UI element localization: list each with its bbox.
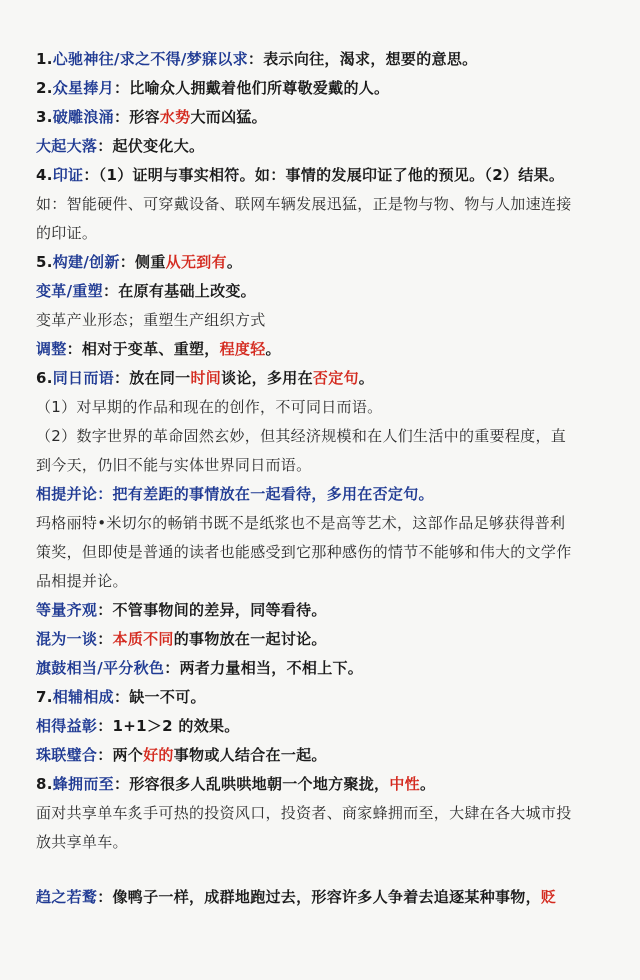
idiom-term: 相辅相成 bbox=[52, 688, 114, 706]
idiom-term: 大起大落 bbox=[36, 137, 98, 155]
text-line bbox=[36, 888, 618, 907]
text-span: 。 bbox=[265, 340, 281, 358]
text-span: 玛格丽特•米切尔的畅销书既不是纸浆也不是高等艺术，这部作品足够获得普利 bbox=[36, 514, 566, 532]
text-line bbox=[36, 485, 618, 504]
text-span: ：1+1＞2 的效果。 bbox=[97, 717, 240, 735]
idiom-term: 相得益彰 bbox=[36, 717, 98, 735]
highlight-text: 贬 bbox=[540, 888, 557, 906]
text-line bbox=[36, 514, 618, 533]
text-span: ：在原有基础上改变。 bbox=[102, 282, 256, 300]
idiom-term: 众星捧月 bbox=[52, 79, 114, 97]
text-span: ：形容 bbox=[113, 108, 160, 126]
text-span: ：侧重 bbox=[119, 253, 166, 271]
idiom-term: 变革/重塑 bbox=[36, 282, 103, 300]
text-span: 的印证。 bbox=[36, 224, 98, 242]
text-line bbox=[36, 166, 618, 185]
idiom-term: 混为一谈 bbox=[36, 630, 98, 648]
highlight-text: 好的 bbox=[143, 746, 174, 764]
text-span: 放共享单车。 bbox=[36, 833, 128, 851]
idiom-term: 相提并论：把有差距的事情放在一起看待，多用在否定句。 bbox=[36, 485, 434, 503]
text-span: 。 bbox=[226, 253, 243, 271]
text-span: 品相提并论。 bbox=[36, 572, 128, 590]
text-span: 面对共享单车炙手可热的投资风口，投资者、商家蜂拥而至，大肆在各大城市投 bbox=[36, 804, 572, 822]
text-line bbox=[36, 253, 618, 272]
idiom-term: 等量齐观 bbox=[36, 601, 98, 619]
text-span: ：放在同一 bbox=[113, 369, 191, 387]
idiom-term: 珠联璧合 bbox=[36, 746, 98, 764]
idiom-term: 同日而语 bbox=[52, 369, 114, 387]
text-span: 8. bbox=[36, 775, 53, 793]
text-span: 如：智能硬件、可穿戴设备、联网车辆发展迅猛，正是物与物、物与人加速连接 bbox=[36, 195, 572, 213]
text-line bbox=[36, 456, 618, 475]
highlight-text: 水势 bbox=[159, 108, 191, 126]
text-span: 。 bbox=[419, 775, 436, 793]
text-span: 6. bbox=[36, 369, 53, 387]
text-span: ：（1）证明与事实相符。如：事情的发展印证了他的预见。（2）结果。 bbox=[83, 166, 565, 184]
text-line bbox=[36, 543, 618, 562]
highlight-text: 本质不同 bbox=[112, 630, 174, 648]
text-span: 7. bbox=[36, 688, 53, 706]
text-line bbox=[36, 195, 618, 214]
text-line bbox=[36, 630, 618, 649]
highlight-text: 程度轻 bbox=[219, 340, 266, 358]
highlight-text: 时间 bbox=[190, 369, 222, 387]
text-span: 4. bbox=[36, 166, 53, 184]
text-line bbox=[36, 311, 618, 330]
highlight-text: 中性 bbox=[389, 775, 420, 793]
text-line bbox=[36, 717, 618, 736]
idiom-term: 蜂拥而至 bbox=[52, 775, 114, 793]
idiom-term: 破雕浪涌 bbox=[52, 108, 114, 126]
text-span: 。 bbox=[358, 369, 375, 387]
idiom-term: 构建/创新 bbox=[52, 253, 120, 271]
text-line bbox=[36, 137, 618, 156]
highlight-text: 从无到有 bbox=[165, 253, 227, 271]
text-span: 事物或人结合在一起。 bbox=[173, 746, 327, 764]
text-span: 2. bbox=[36, 79, 53, 97]
text-span: ：两个 bbox=[97, 746, 144, 764]
idiom-term: 旗鼓相当/平分秋色 bbox=[36, 659, 165, 677]
text-line bbox=[36, 108, 618, 127]
text-line bbox=[36, 659, 618, 678]
text-line bbox=[36, 427, 618, 446]
idiom-term: 印证 bbox=[52, 166, 84, 184]
text-span: ：像鸭子一样，成群地跑过去，形容许多人争着去追逐某种事物， bbox=[97, 888, 541, 906]
text-span: 1. bbox=[36, 50, 53, 68]
text-span: ：比喻众人拥戴着他们所尊敬爱戴的人。 bbox=[113, 79, 390, 97]
text-line bbox=[36, 369, 618, 388]
text-line bbox=[36, 398, 618, 417]
text-line bbox=[36, 224, 618, 243]
text-span: 5. bbox=[36, 253, 53, 271]
highlight-text: 否定句 bbox=[312, 369, 359, 387]
text-span: （2）数字世界的革命固然玄妙，但其经济规模和在人们生活中的重要程度，直 bbox=[36, 427, 567, 445]
text-span: ：相对于变革、重塑， bbox=[66, 340, 220, 358]
text-line bbox=[36, 79, 618, 98]
text-line bbox=[36, 804, 618, 823]
text-span: 的事物放在一起讨论。 bbox=[173, 630, 327, 648]
text-line bbox=[36, 340, 618, 359]
text-line bbox=[36, 775, 618, 794]
text-span: ： bbox=[97, 630, 113, 648]
text-span: 变革产业形态；重塑生产组织方式 bbox=[36, 311, 266, 329]
text-line bbox=[36, 688, 618, 707]
text-line bbox=[36, 833, 618, 852]
idiom-term: 调整 bbox=[36, 340, 67, 358]
text-span: ：起伏变化大。 bbox=[97, 137, 205, 155]
paragraph-gap bbox=[36, 862, 618, 888]
text-line bbox=[36, 601, 618, 620]
text-span: （1）对早期的作品和现在的创作，不可同日而语。 bbox=[36, 398, 383, 416]
text-line bbox=[36, 282, 618, 301]
text-line bbox=[36, 50, 618, 69]
text-span: ：表示向往，渴求，想要的意思。 bbox=[247, 50, 478, 68]
text-span: ：两者力量相当，不相上下。 bbox=[164, 659, 364, 677]
text-line bbox=[36, 746, 618, 765]
idiom-term: 心驰神往/求之不得/梦寐以求 bbox=[52, 50, 248, 68]
text-span: 到今天，仍旧不能与实体世界同日而语。 bbox=[36, 456, 312, 474]
text-span: ：不管事物间的差异，同等看待。 bbox=[97, 601, 327, 619]
text-span: 大而凶猛。 bbox=[190, 108, 267, 126]
text-line bbox=[36, 572, 618, 591]
text-span: 谈论，多用在 bbox=[221, 369, 313, 387]
text-span: ：缺一不可。 bbox=[113, 688, 206, 706]
text-span: 3. bbox=[36, 108, 53, 126]
text-span: 策奖，但即使是普通的读者也能感受到它那种感伤的情节不能够和伟大的文学作 bbox=[36, 543, 572, 561]
text-span: ：形容很多人乱哄哄地朝一个地方聚拢， bbox=[113, 775, 390, 793]
idiom-term: 趋之若鹜 bbox=[36, 888, 98, 906]
